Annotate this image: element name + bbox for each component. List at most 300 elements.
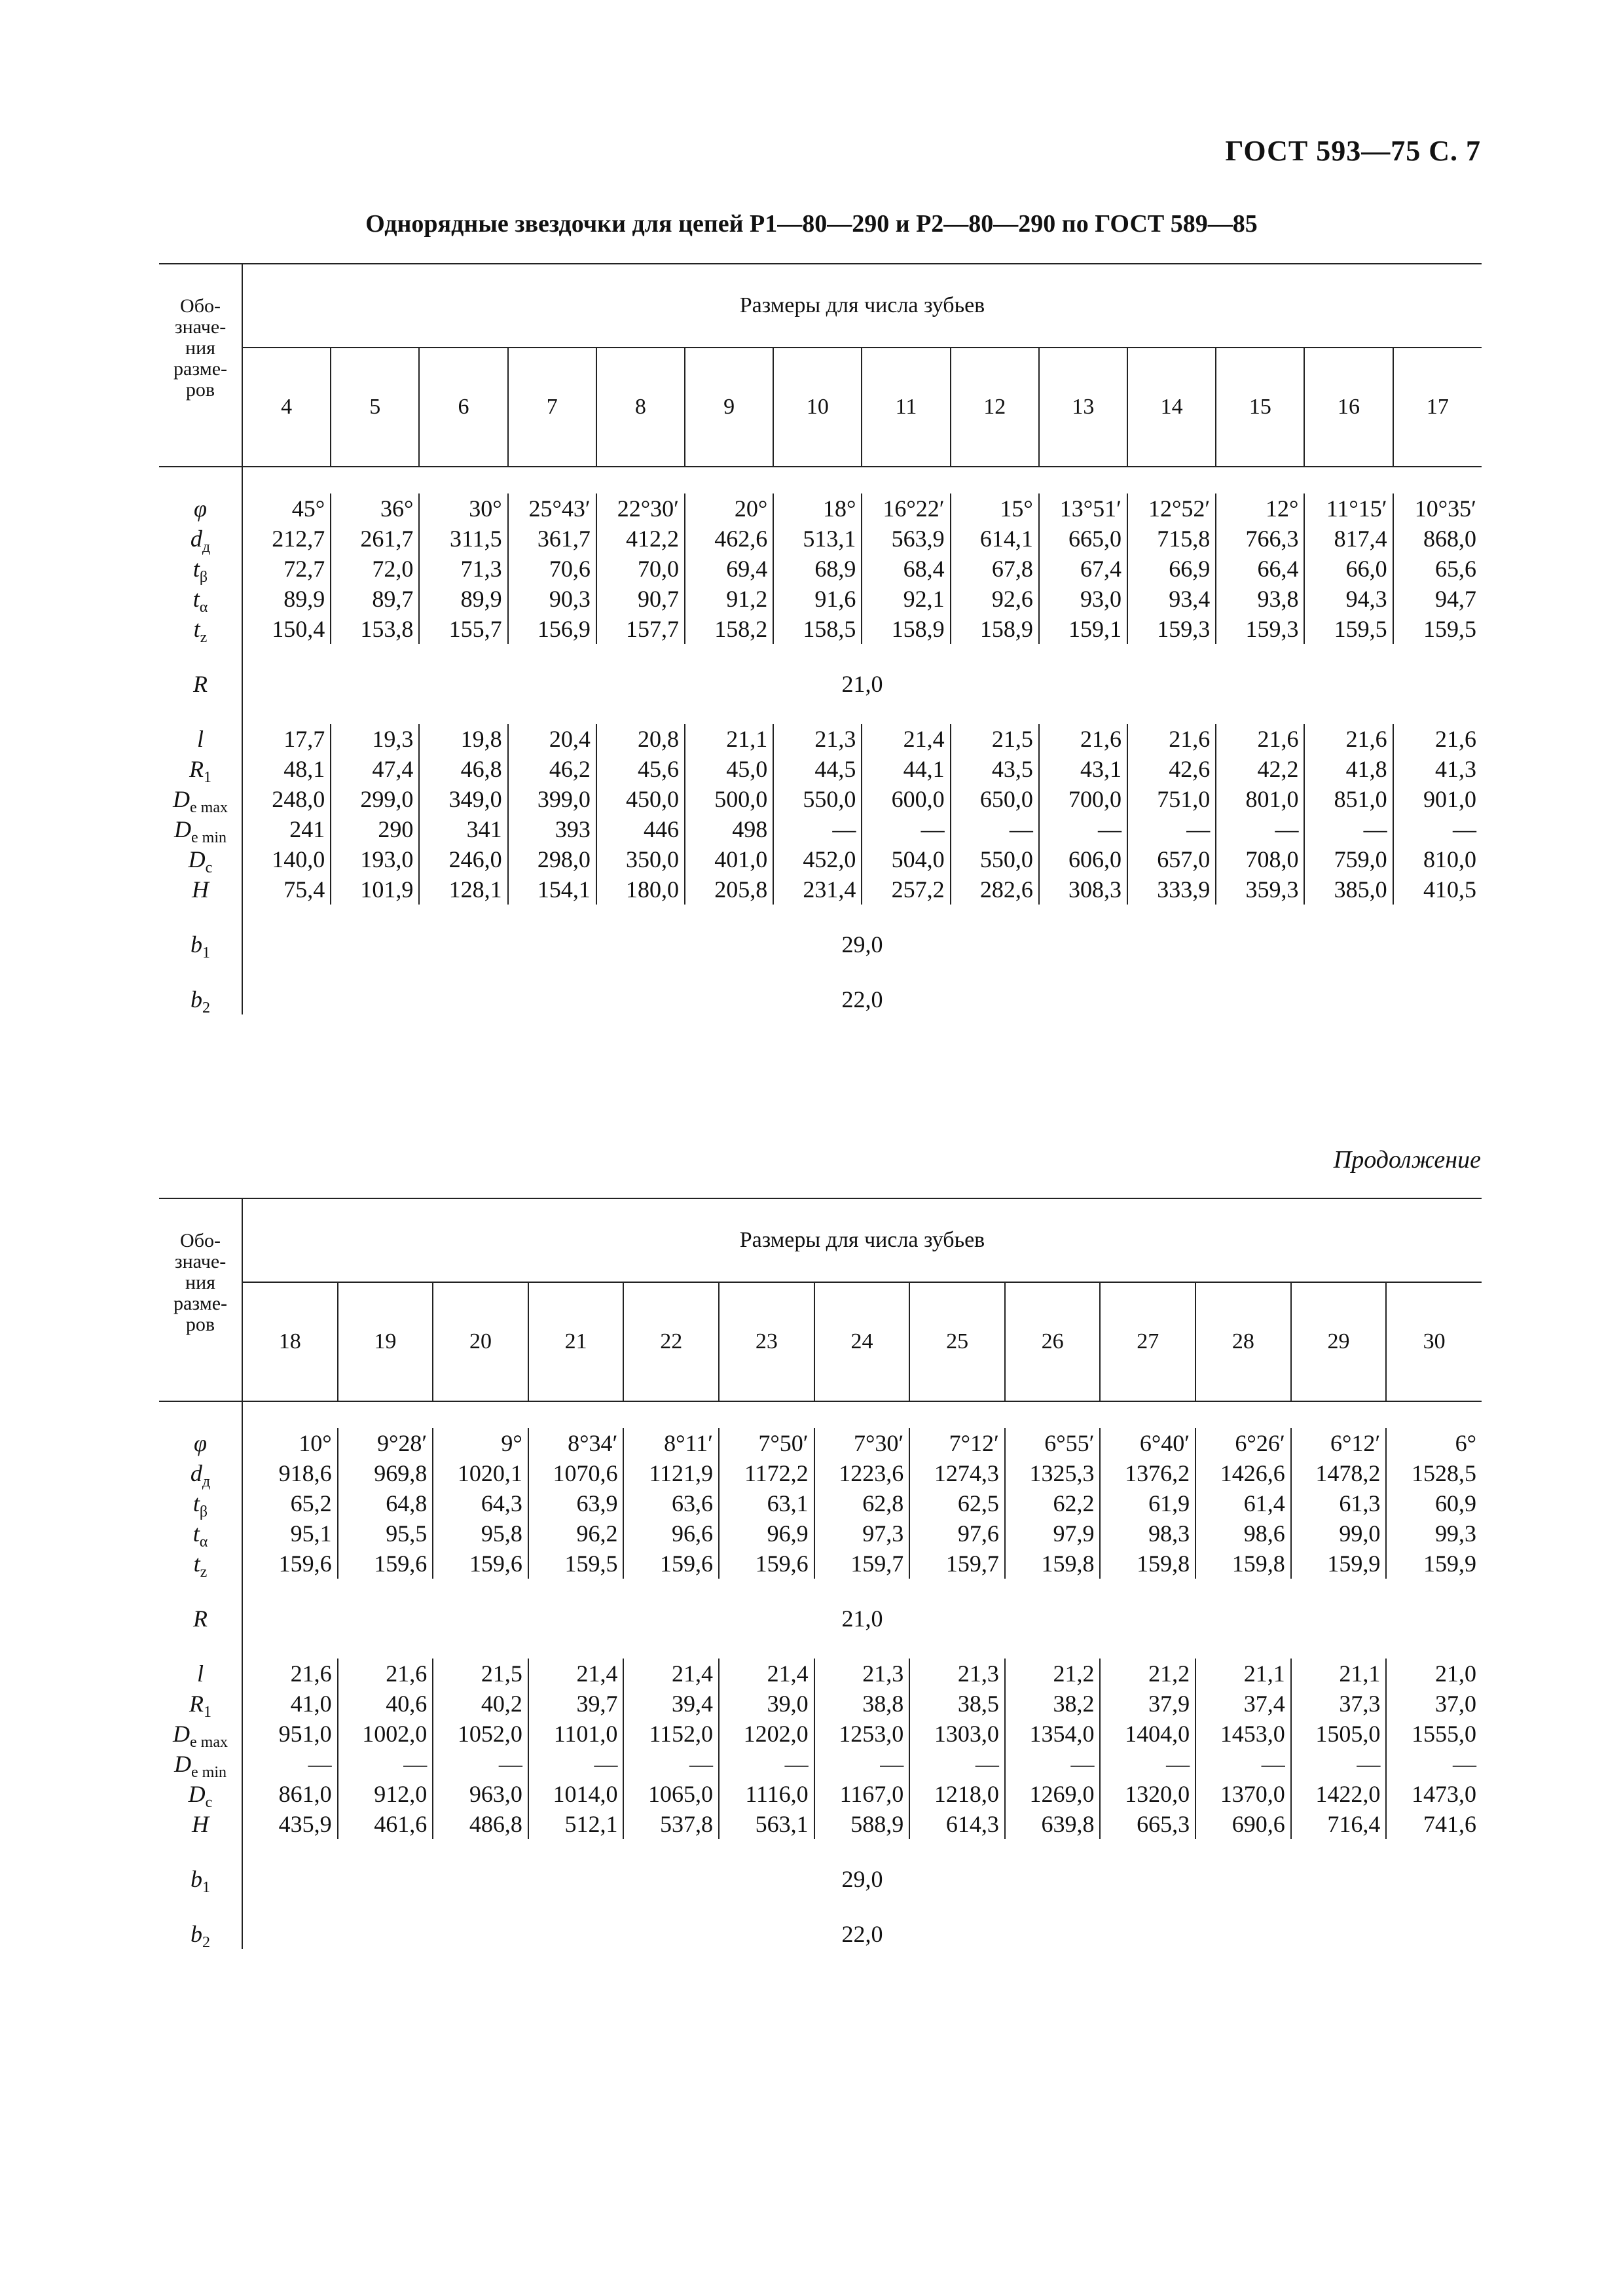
value: 193,0	[360, 846, 414, 872]
value: 159,6	[755, 1551, 809, 1577]
value: 550,0	[803, 786, 856, 812]
symbol-subscript: β	[199, 569, 208, 586]
value: 66,4	[1257, 556, 1299, 582]
value: 16°22′	[883, 495, 945, 522]
value: 91,2	[726, 586, 768, 612]
label-header	[159, 264, 242, 467]
value: 385,0	[1334, 876, 1387, 903]
row-symbol	[159, 669, 242, 699]
value: 39,0	[767, 1691, 809, 1717]
symbol-main: t	[192, 556, 200, 582]
value: 588,9	[850, 1811, 904, 1837]
value: 140,0	[272, 846, 325, 872]
value: 21,6	[1345, 726, 1387, 752]
value: —	[1070, 1751, 1095, 1777]
row-b2	[159, 1919, 1482, 1949]
label-header-line: разме-	[173, 358, 228, 380]
merged-value: 22,0	[841, 1921, 883, 1947]
value: 38,8	[862, 1691, 904, 1717]
value: 19,3	[372, 726, 414, 752]
value: 153,8	[360, 616, 414, 642]
value-column	[242, 1659, 338, 1839]
value: —	[975, 1751, 999, 1777]
value-column	[1291, 1428, 1387, 1579]
value: 93,4	[1169, 586, 1211, 612]
value-column	[1100, 1428, 1195, 1579]
value: 37,9	[1148, 1691, 1190, 1717]
symbol-main: D	[174, 816, 191, 842]
value-column	[419, 493, 507, 644]
header-row	[159, 1198, 1482, 1282]
symbol-main: t	[193, 1551, 200, 1577]
value: 99,0	[1339, 1520, 1381, 1547]
value: 1223,6	[839, 1460, 904, 1486]
value-column	[338, 1659, 433, 1839]
value-column	[814, 1659, 910, 1839]
value: 359,3	[1245, 876, 1299, 903]
value-column	[242, 1428, 338, 1579]
value-column	[1039, 493, 1127, 644]
value: 901,0	[1423, 786, 1476, 812]
value: 48,1	[283, 756, 325, 782]
value: 159,7	[850, 1551, 904, 1577]
value: 128,1	[448, 876, 502, 903]
value: 446	[644, 816, 680, 842]
value: 298,0	[537, 846, 591, 872]
symbol-label	[159, 1604, 242, 1634]
label-header-line: ров	[185, 379, 215, 401]
value: 61,4	[1243, 1490, 1285, 1516]
symbol-subscript: 1	[202, 1879, 210, 1897]
value: 159,3	[1157, 616, 1211, 642]
symbol-subscript: e min	[191, 829, 227, 847]
value-column	[433, 1428, 528, 1579]
value: 951,0	[278, 1721, 332, 1747]
symbol-label	[159, 1864, 242, 1897]
value: 361,7	[537, 526, 591, 552]
spacer-row	[159, 960, 1482, 984]
value: 63,6	[672, 1490, 714, 1516]
symbol-main: R	[189, 756, 204, 782]
teeth-count: 4	[242, 348, 331, 467]
value: 70,0	[638, 556, 680, 582]
symbol-main: D	[188, 846, 206, 872]
value: 69,4	[726, 556, 768, 582]
value-column	[623, 1659, 719, 1839]
value: 89,9	[460, 586, 502, 612]
value: —	[832, 816, 856, 842]
value-column	[909, 1428, 1005, 1579]
row-R	[159, 1604, 1482, 1634]
value: 21,6	[290, 1660, 332, 1687]
value: 1052,0	[457, 1721, 522, 1747]
value: 180,0	[626, 876, 680, 903]
value-column	[1304, 724, 1393, 905]
value: 700,0	[1068, 786, 1122, 812]
symbol-label	[159, 1689, 242, 1719]
symbol-label	[159, 784, 242, 817]
value: 241	[289, 816, 325, 842]
value: —	[1261, 1751, 1285, 1777]
block-angles-pitches	[159, 1428, 1482, 1579]
spacer-row	[159, 905, 1482, 929]
teeth-count: 29	[1291, 1282, 1387, 1401]
value: —	[403, 1751, 428, 1777]
value: 257,2	[891, 876, 945, 903]
value: —	[880, 1751, 904, 1777]
value: 101,9	[360, 876, 414, 903]
row-b1	[159, 1864, 1482, 1894]
value-column	[1100, 1659, 1195, 1839]
value: 21,6	[1169, 726, 1211, 752]
value: 94,7	[1435, 586, 1476, 612]
value: 1020,1	[457, 1460, 522, 1486]
value: 159,5	[1423, 616, 1476, 642]
value: 97,6	[957, 1520, 999, 1547]
value: 159,8	[1041, 1551, 1095, 1577]
value: —	[1098, 816, 1122, 842]
value: 62,8	[862, 1490, 904, 1516]
row-symbol	[159, 984, 242, 1017]
value: 91,6	[814, 586, 856, 612]
value: 89,9	[283, 586, 325, 612]
value: —	[1009, 816, 1033, 842]
row-symbol	[159, 929, 242, 960]
symbol-label	[159, 524, 242, 554]
value: 155,7	[448, 616, 502, 642]
value: 1269,0	[1029, 1781, 1095, 1807]
value: 1274,3	[934, 1460, 999, 1486]
value: 39,4	[672, 1691, 714, 1717]
row-R	[159, 669, 1482, 699]
value-column	[1386, 1428, 1482, 1579]
row-symbols	[159, 1428, 242, 1579]
row-b1	[159, 929, 1482, 960]
value: 563,9	[891, 526, 945, 552]
value: 498	[732, 816, 768, 842]
value: 969,8	[374, 1460, 428, 1486]
value: 500,0	[714, 786, 768, 812]
value: 22°30′	[617, 495, 680, 522]
value: 21,0	[1435, 1660, 1476, 1687]
value-column	[508, 493, 596, 644]
value: 47,4	[372, 756, 414, 782]
value: 600,0	[891, 786, 945, 812]
value: 158,5	[803, 616, 856, 642]
value: 21,2	[1148, 1660, 1190, 1687]
symbol-main: H	[192, 1811, 209, 1837]
value: 36°	[380, 495, 414, 522]
value: 614,1	[979, 526, 1033, 552]
symbol-main: t	[192, 1490, 200, 1516]
value: 861,0	[278, 1781, 332, 1807]
value: 41,8	[1345, 756, 1387, 782]
value-column	[773, 493, 862, 644]
value: 918,6	[278, 1460, 332, 1486]
value: 61,9	[1148, 1490, 1190, 1516]
value: 450,0	[626, 786, 680, 812]
value-column	[1386, 1659, 1482, 1839]
value-column	[433, 1659, 528, 1839]
symbol-subscript: д	[202, 1473, 211, 1491]
symbol-subscript: β	[199, 1503, 208, 1521]
value: 40,2	[481, 1691, 522, 1717]
symbol-label	[159, 493, 242, 524]
teeth-count: 5	[331, 348, 419, 467]
symbol-main: H	[192, 876, 209, 903]
value: 68,9	[814, 556, 856, 582]
value: 21,6	[1080, 726, 1122, 752]
merged-value: 29,0	[841, 931, 883, 958]
symbol-main: d	[190, 1460, 202, 1486]
value: 261,7	[360, 526, 414, 552]
symbol-label	[159, 1779, 242, 1812]
symbol-main: l	[196, 1660, 204, 1687]
symbol-subscript: α	[199, 1534, 208, 1551]
value: 95,5	[386, 1520, 428, 1547]
value: 1426,6	[1220, 1460, 1285, 1486]
value: 665,0	[1068, 526, 1122, 552]
sprocket-table-2	[159, 1198, 1482, 1952]
value: 1473,0	[1412, 1781, 1476, 1807]
symbol-main: R	[193, 671, 208, 697]
teeth-count: 6	[419, 348, 507, 467]
value: 93,8	[1257, 586, 1299, 612]
value: 504,0	[891, 846, 945, 872]
value: 1116,0	[745, 1781, 809, 1807]
value: 759,0	[1334, 846, 1387, 872]
value-column	[1195, 1428, 1291, 1579]
value: 43,1	[1080, 756, 1122, 782]
symbol-main: R	[193, 1605, 208, 1632]
symbol-main: b	[191, 931, 202, 958]
value: 159,3	[1245, 616, 1299, 642]
symbol-main: b	[191, 1921, 202, 1947]
value: 97,3	[862, 1520, 904, 1547]
value-column	[951, 724, 1039, 905]
value: 716,4	[1327, 1811, 1381, 1837]
spacer-row	[159, 644, 1482, 669]
symbol-subscript: 1	[202, 944, 210, 962]
value: 6°40′	[1139, 1430, 1190, 1456]
value: 563,1	[755, 1811, 809, 1837]
value: 410,5	[1423, 876, 1476, 903]
symbol-main: D	[173, 786, 190, 812]
value: 282,6	[979, 876, 1033, 903]
value: 1070,6	[553, 1460, 618, 1486]
value-column	[338, 1428, 433, 1579]
value: 159,6	[278, 1551, 332, 1577]
symbol-main: b	[191, 1866, 202, 1892]
value: 92,6	[991, 586, 1033, 612]
value: 751,0	[1157, 786, 1211, 812]
value: 30°	[469, 495, 502, 522]
symbol-label	[159, 844, 242, 877]
symbol-label	[159, 554, 242, 584]
value: 1325,3	[1029, 1460, 1095, 1486]
symbol-main: R	[189, 1691, 204, 1717]
value: 70,6	[549, 556, 591, 582]
label-header-line: ния	[185, 1272, 215, 1293]
teeth-count: 28	[1195, 1282, 1291, 1401]
value: 1453,0	[1220, 1721, 1285, 1747]
symbol-subscript: 2	[202, 1934, 210, 1952]
symbol-subscript: c	[205, 859, 213, 877]
value: —	[1275, 816, 1299, 842]
symbol-main: t	[192, 1520, 200, 1547]
value: 1528,5	[1412, 1460, 1476, 1486]
value: —	[498, 1751, 522, 1777]
value: 690,6	[1231, 1811, 1285, 1837]
value: 246,0	[448, 846, 502, 872]
merged-value: 22,0	[841, 986, 883, 1013]
value-column	[1195, 1659, 1291, 1839]
value: —	[1453, 816, 1476, 842]
value: 1354,0	[1029, 1721, 1095, 1747]
value: 159,6	[660, 1551, 714, 1577]
value: 21,4	[767, 1660, 809, 1687]
value: 156,9	[537, 616, 591, 642]
value-column	[1005, 1659, 1101, 1839]
value: 38,5	[957, 1691, 999, 1717]
value: 741,6	[1423, 1811, 1476, 1837]
teeth-count: 11	[862, 348, 950, 467]
value: 412,2	[626, 526, 680, 552]
value: 159,9	[1423, 1551, 1476, 1577]
label-header	[159, 1198, 242, 1401]
value: 7°30′	[853, 1430, 904, 1456]
value: 63,9	[576, 1490, 618, 1516]
value: 12°52′	[1148, 495, 1211, 522]
value: 21,5	[481, 1660, 522, 1687]
value: 61,3	[1339, 1490, 1381, 1516]
row-symbol	[159, 1864, 242, 1897]
value: 20°	[734, 495, 768, 522]
value-column	[1039, 724, 1127, 905]
symbol-label	[159, 669, 242, 699]
value-column	[951, 493, 1039, 644]
value: 550,0	[979, 846, 1033, 872]
value: 158,9	[979, 616, 1033, 642]
symbol-label	[159, 1458, 242, 1491]
value-column	[1291, 1659, 1387, 1839]
value-column	[814, 1428, 910, 1579]
value: 21,3	[814, 726, 856, 752]
value-column	[242, 724, 331, 905]
value: 817,4	[1334, 526, 1387, 552]
value: 350,0	[626, 846, 680, 872]
value: 7°12′	[949, 1430, 999, 1456]
value: 21,6	[1257, 726, 1299, 752]
spacer-row	[159, 1894, 1482, 1919]
value: 96,9	[767, 1520, 809, 1547]
value-column	[508, 724, 596, 905]
value: 1303,0	[934, 1721, 999, 1747]
label-header-line: разме-	[173, 1293, 228, 1314]
value: 1014,0	[553, 1781, 618, 1807]
value: 13°51′	[1059, 495, 1122, 522]
value: 512,1	[564, 1811, 618, 1837]
value: 95,8	[481, 1520, 522, 1547]
value: 65,2	[290, 1490, 332, 1516]
value-column	[331, 493, 419, 644]
value: 20,8	[638, 726, 680, 752]
value: 159,1	[1068, 616, 1122, 642]
value-column	[1127, 493, 1216, 644]
value: 1152,0	[649, 1721, 714, 1747]
value: 159,6	[469, 1551, 522, 1577]
value: 639,8	[1041, 1811, 1095, 1837]
value: 25°43′	[528, 495, 591, 522]
value: 96,2	[576, 1520, 618, 1547]
value: 1167,0	[839, 1781, 904, 1807]
teeth-count: 17	[1393, 348, 1482, 467]
value: 349,0	[448, 786, 502, 812]
teeth-count: 30	[1386, 1282, 1482, 1401]
value: —	[1166, 1751, 1190, 1777]
symbol-subscript: e max	[190, 799, 228, 817]
value: 393	[555, 816, 591, 842]
symbol-main: b	[191, 986, 202, 1013]
value: 486,8	[469, 1811, 522, 1837]
spacer-row	[159, 467, 1482, 493]
value: 1422,0	[1315, 1781, 1381, 1807]
group-header: Размеры для числа зубьев	[242, 264, 1482, 348]
value: 60,9	[1435, 1490, 1476, 1516]
value: 66,9	[1169, 556, 1211, 582]
symbol-main: φ	[194, 495, 207, 522]
symbol-main: d	[190, 526, 202, 552]
symbol-subscript: д	[202, 539, 211, 556]
value-column	[685, 493, 773, 644]
value: 435,9	[278, 1811, 332, 1837]
value: 801,0	[1245, 786, 1299, 812]
teeth-count: 14	[1127, 348, 1216, 467]
value: 64,8	[386, 1490, 428, 1516]
value: 1370,0	[1220, 1781, 1285, 1807]
value: 43,5	[991, 756, 1033, 782]
value: 10°35′	[1414, 495, 1476, 522]
value: 399,0	[537, 786, 591, 812]
symbol-label	[159, 1749, 242, 1782]
spacer-row	[159, 1579, 1482, 1604]
row-symbols	[159, 724, 242, 905]
teeth-count: 9	[685, 348, 773, 467]
value: 159,7	[945, 1551, 999, 1577]
symbol-main: φ	[194, 1430, 207, 1456]
value: 963,0	[469, 1781, 522, 1807]
value: 64,3	[481, 1490, 522, 1516]
value: —	[1357, 1751, 1381, 1777]
value: 810,0	[1423, 846, 1476, 872]
symbol-subscript: 1	[204, 1704, 211, 1721]
value: 1121,9	[649, 1460, 714, 1486]
symbol-label	[159, 1488, 242, 1521]
value: 6°26′	[1235, 1430, 1285, 1456]
value: 231,4	[803, 876, 856, 903]
teeth-count: 22	[623, 1282, 719, 1401]
value: 10°	[299, 1430, 332, 1456]
value: 45°	[291, 495, 325, 522]
value: —	[784, 1751, 809, 1777]
label-header-line: значе-	[174, 1251, 227, 1272]
teeth-count: 26	[1005, 1282, 1101, 1401]
value: 38,2	[1053, 1691, 1095, 1717]
sprocket-table-1	[159, 263, 1482, 1017]
value: 39,7	[576, 1691, 618, 1717]
value: 95,1	[290, 1520, 332, 1547]
teeth-count: 20	[433, 1282, 528, 1401]
